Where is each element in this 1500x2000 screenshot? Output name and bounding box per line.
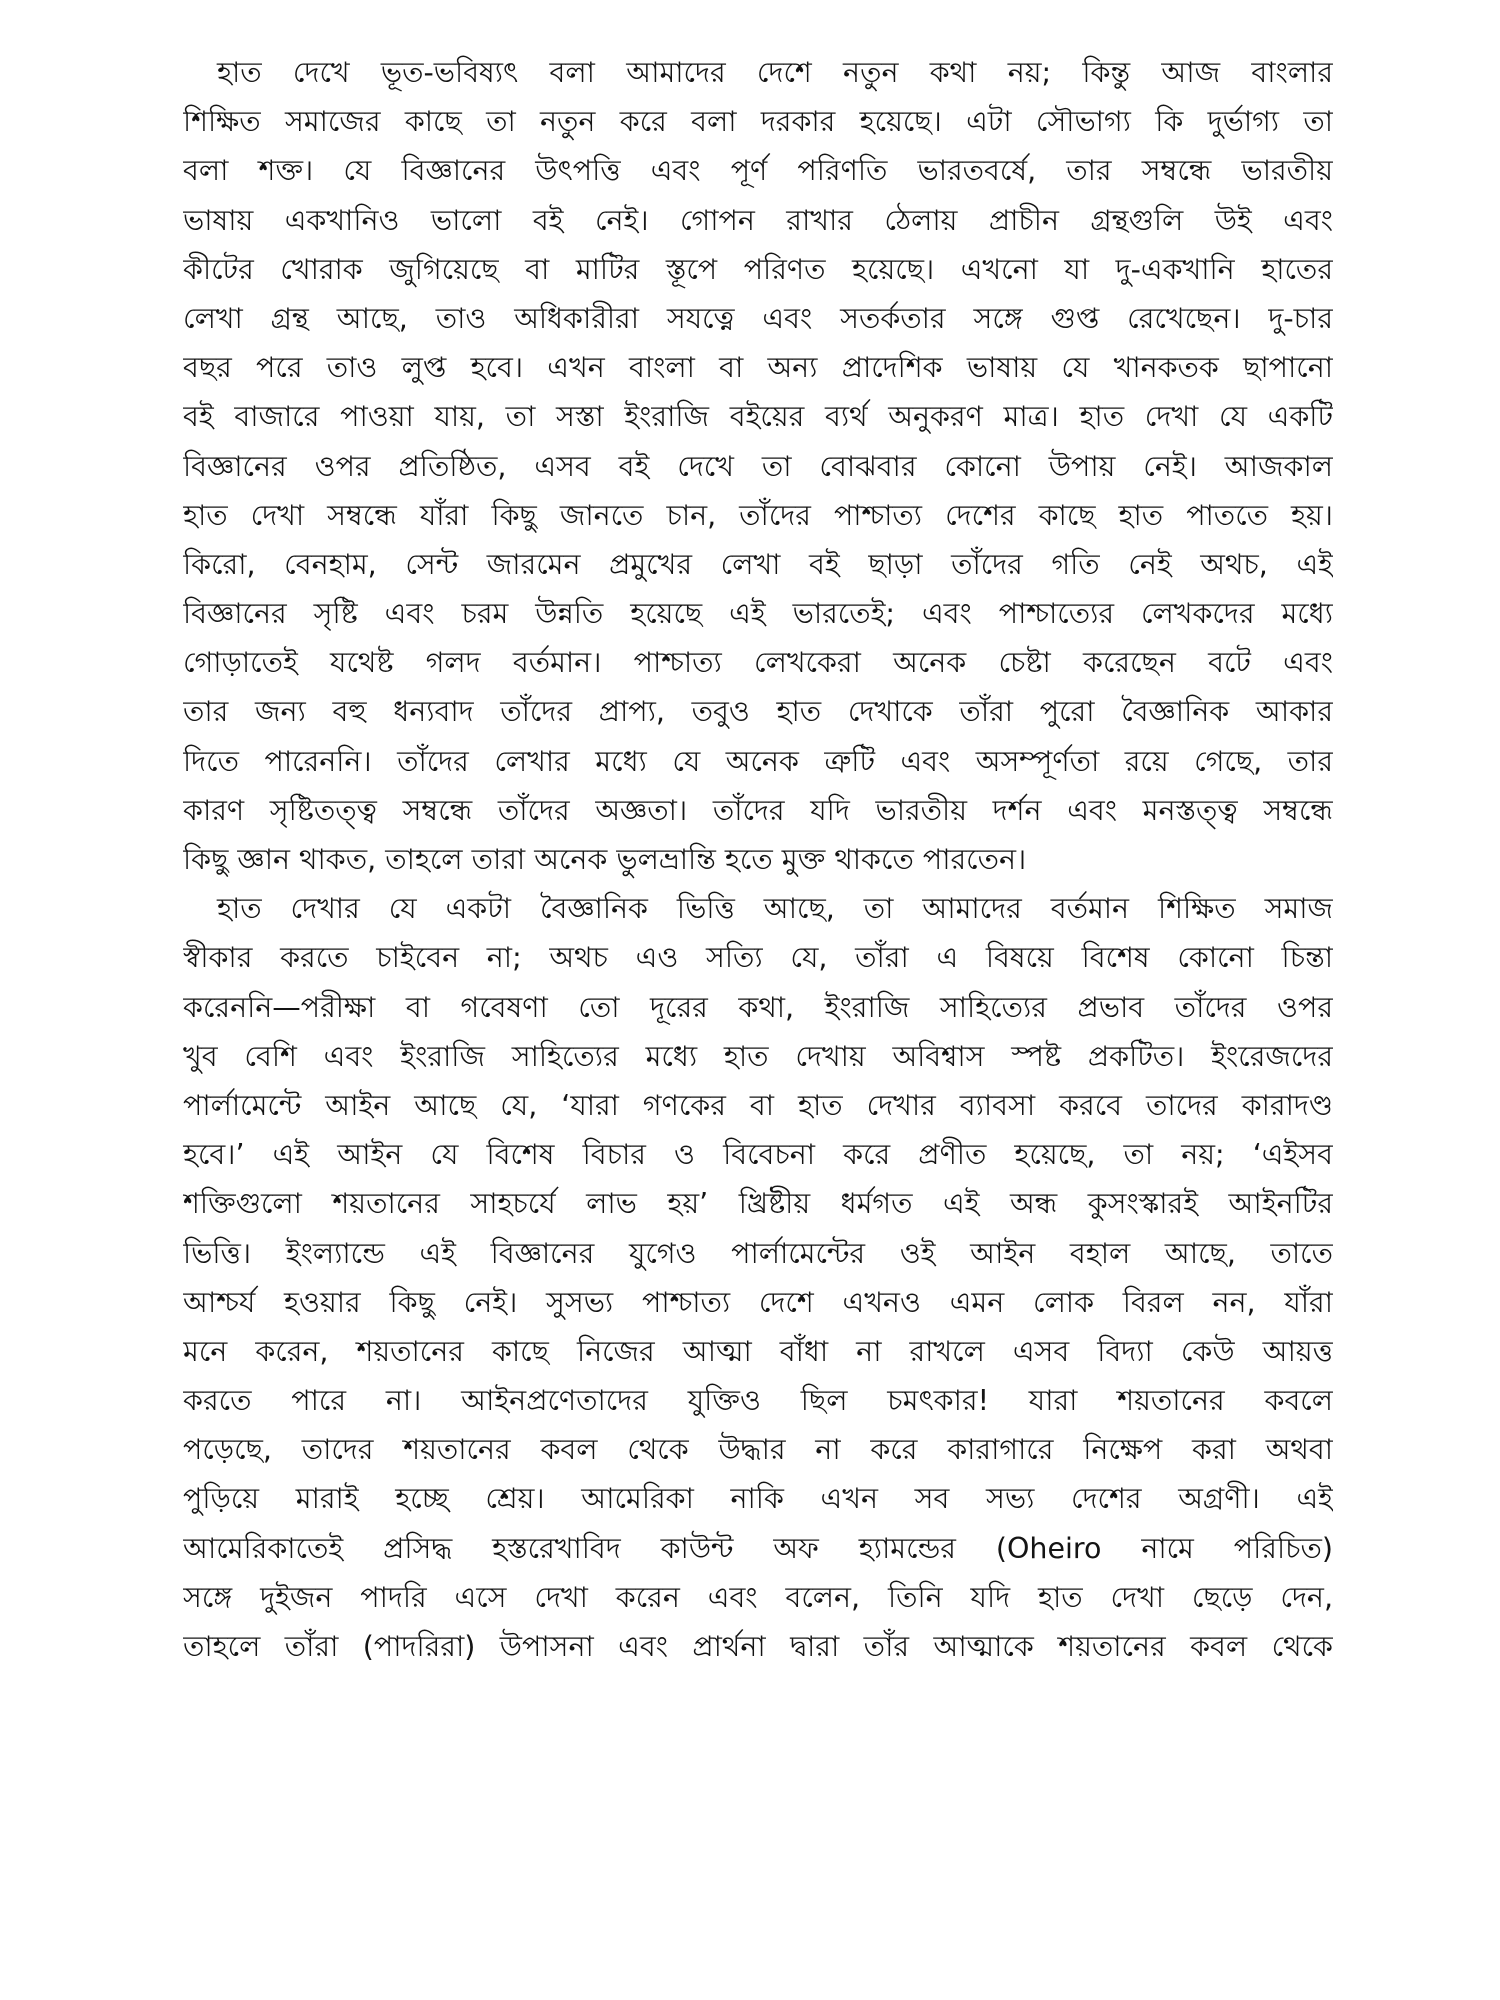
text-line: বলা শক্ত। যে বিজ্ঞানের উৎপত্তি এবং পূর্ণ পরিণতি ভারতবর্ষে, তার সম্বন্ধে ভারতীয় xyxy=(183,154,1333,188)
text-line: খুব বেশি এবং ইংরাজি সাহিত্যের মধ্যে হাত দেখায় অবিশ্বাস স্পষ্ট প্রকটিত। ইংরেজদের xyxy=(183,1039,1333,1073)
text-line: আশ্চর্য হওয়ার কিছু নেই। সুসভ্য পাশ্চাত্য দেশে এখনও এমন লোক বিরল নন, যাঁরা xyxy=(183,1285,1333,1319)
text-line: মনে করেন, শয়তানের কাছে নিজের আত্মা বাঁধা না রাখলে এসব বিদ্যা কেউ আয়ত্ত xyxy=(183,1334,1333,1368)
text-line: পড়েছে, তাদের শয়তানের কবল থেকে উদ্ধার না করে কারাগারে নিক্ষেপ করা অথবা xyxy=(183,1433,1333,1467)
text-line: কারণ সৃষ্টিতত্ত্ব সম্বন্ধে তাঁদের অজ্ঞতা। তাঁদের যদি ভারতীয় দর্শন এবং মনস্তত্ত্ব সম্বন্ধে xyxy=(183,793,1333,827)
paragraph-1 xyxy=(183,48,1333,884)
text-line: গোড়াতেই যথেষ্ট গলদ বর্তমান। পাশ্চাত্য লেখকেরা অনেক চেষ্টা করেছেন বটে এবং xyxy=(183,646,1333,680)
text-line: করেননি—পরীক্ষা বা গবেষণা তো দূরের কথা, ইংরাজি সাহিত্যের প্রভাব তাঁদের ওপর xyxy=(183,990,1333,1024)
text-line: বছর পরে তাও লুপ্ত হবে। এখন বাংলা বা অন্য প্রাদেশিক ভাষায় যে খানকতক ছাপানো xyxy=(183,351,1333,385)
paragraph-2 xyxy=(183,884,1333,1671)
document-page xyxy=(183,48,1333,1671)
text-line: ভিত্তি। ইংল্যান্ডে এই বিজ্ঞানের যুগেও পার্লামেন্টের ওই আইন বহাল আছে, তাতে xyxy=(183,1236,1333,1270)
text-line: তাহলে তাঁরা (পাদরিরা) উপাসনা এবং প্রার্থনা দ্বারা তাঁর আত্মাকে শয়তানের কবল থেকে xyxy=(183,1630,1333,1663)
text-line: ভাষায় একখানিও ভালো বই নেই। গোপন রাখার ঠেলায় প্রাচীন গ্রন্থগুলি উই এবং xyxy=(183,203,1333,237)
text-line: লেখা গ্রন্থ আছে, তাও অধিকারীরা সযত্নে এবং সতর্কতার সঙ্গে গুপ্ত রেখেছেন। দু-চার xyxy=(183,301,1333,335)
text-line: সঙ্গে দুইজন পাদরি এসে দেখা করেন এবং বলেন, তিনি যদি হাত দেখা ছেড়ে দেন, xyxy=(183,1580,1333,1614)
text-line: শিক্ষিত সমাজের কাছে তা নতুন করে বলা দরকার হয়েছে। এটা সৌভাগ্য কি দুর্ভাগ্য তা xyxy=(183,105,1333,139)
text-line: দিতে পারেননি। তাঁদের লেখার মধ্যে যে অনেক ত্রুটি এবং অসম্পূর্ণতা রয়ে গেছে, তার xyxy=(183,744,1333,778)
text-line: পুড়িয়ে মারাই হচ্ছে শ্রেয়। আমেরিকা নাকি এখন সব সভ্য দেশের অগ্রণী। এই xyxy=(183,1482,1333,1516)
text-line: বিজ্ঞানের ওপর প্রতিষ্ঠিত, এসব বই দেখে তা বোঝবার কোনো উপায় নেই। আজকাল xyxy=(183,449,1333,483)
text-line: শক্তিগুলো শয়তানের সাহচর্যে লাভ হয়’ খ্রিষ্টীয় ধর্মগত এই অন্ধ কুসংস্কারই আইনটির xyxy=(183,1187,1333,1221)
text-line: কিরো, বেনহাম, সেন্ট জারমেন প্রমুখের লেখা বই ছাড়া তাঁদের গতি নেই অথচ, এই xyxy=(183,547,1333,581)
text-line: হাত দেখা সম্বন্ধে যাঁরা কিছু জানতে চান, তাঁদের পাশ্চাত্য দেশের কাছে হাত পাততে হয়। xyxy=(183,498,1333,532)
text-line: বই বাজারে পাওয়া যায়, তা সস্তা ইংরাজি বইয়ের ব্যর্থ অনুকরণ মাত্র। হাত দেখা যে একটি xyxy=(183,400,1333,434)
text-line: কিছু জ্ঞান থাকত, তাহলে তারা অনেক ভুলভ্রান্তি হতে মুক্ত থাকতে পারতেন। xyxy=(183,843,1027,876)
text-line: স্বীকার করতে চাইবেন না; অথচ এও সত্যি যে, তাঁরা এ বিষয়ে বিশেষ কোনো চিন্তা xyxy=(183,941,1333,975)
text-line: হাত দেখার যে একটা বৈজ্ঞানিক ভিত্তি আছে, তা আমাদের বর্তমান শিক্ষিত সমাজ xyxy=(217,892,1333,926)
text-line: বিজ্ঞানের সৃষ্টি এবং চরম উন্নতি হয়েছে এই ভারতেই; এবং পাশ্চাত্যের লেখকদের মধ্যে xyxy=(183,597,1333,631)
text-line: তার জন্য বহু ধন্যবাদ তাঁদের প্রাপ্য, তবুও হাত দেখাকে তাঁরা পুরো বৈজ্ঞানিক আকার xyxy=(183,695,1333,729)
text-line: হবে।’ এই আইন যে বিশেষ বিচার ও বিবেচনা করে প্রণীত হয়েছে, তা নয়; ‘এইসব xyxy=(183,1138,1333,1172)
text-line: করতে পারে না। আইনপ্রণেতাদের যুক্তিও ছিল চমৎকার! যারা শয়তানের কবলে xyxy=(183,1384,1333,1418)
text-line: হাত দেখে ভূত-ভবিষ্যৎ বলা আমাদের দেশে নতুন কথা নয়; কিন্তু আজ বাংলার xyxy=(217,56,1333,89)
text-line: পার্লামেন্টে আইন আছে যে, ‘যারা গণকের বা হাত দেখার ব্যাবসা করবে তাদের কারাদণ্ড xyxy=(183,1088,1333,1122)
text-line: আমেরিকাতেই প্রসিদ্ধ হস্তরেখাবিদ কাউন্ট অফ হ্যামন্ডের (Oheiro নামে পরিচিত) xyxy=(183,1531,1333,1565)
text-line: কীটের খোরাক জুগিয়েছে বা মাটির স্তূপে পরিণত হয়েছে। এখনো যা দু-একখানি হাতের xyxy=(183,252,1333,286)
